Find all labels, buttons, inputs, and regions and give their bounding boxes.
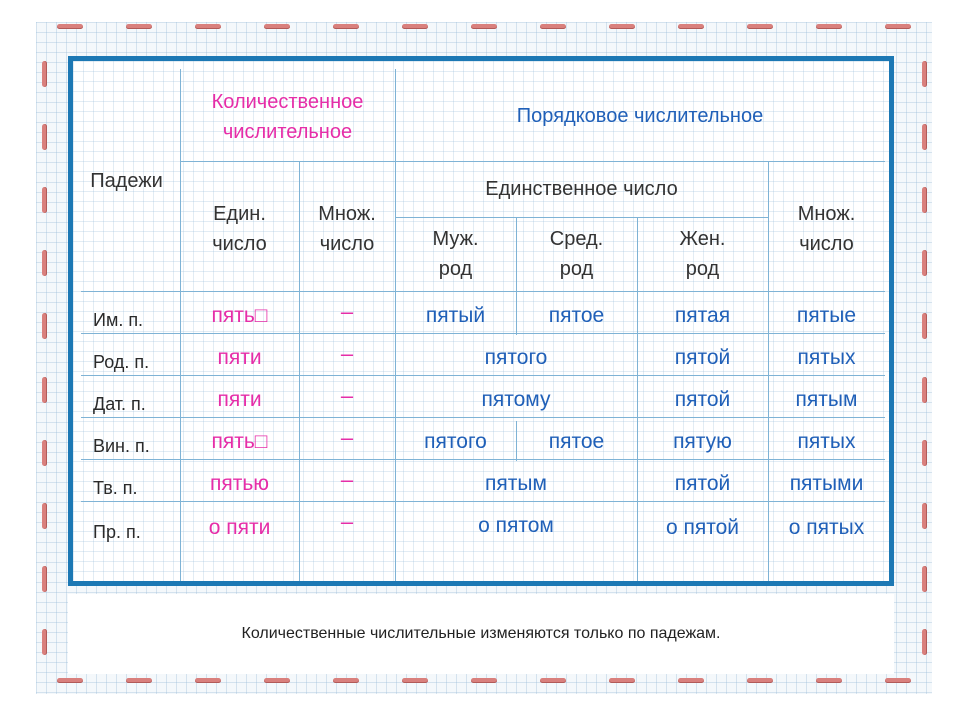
numeral-table [68,56,894,586]
stitch-border-left [38,42,50,674]
cardinal-singular-form: о пяти [208,516,271,539]
case-label: Тв. п. [93,478,138,498]
header-ordinal-plural: Множ. число [797,203,856,255]
header-cardinal-plural: Множ. число [318,203,376,255]
cardinal-plural-form: – [340,341,354,366]
neuter-form: пятое [548,430,605,453]
cardinal-plural-form: – [340,509,354,534]
masculine-neuter-form: пятым [485,472,547,495]
feminine-form: пятой [674,388,731,411]
header-neuter: Сред. род [549,228,604,280]
plural-form: пятым [795,388,858,411]
cardinal-singular-form: пять□ [211,430,268,453]
masculine-neuter-form: о пятом [478,514,554,537]
header-cardinal: Количественное числительное [211,91,364,143]
plural-form: о пятых [788,516,865,539]
feminine-form: пятую [673,430,732,453]
plural-form: пятых [797,346,856,369]
plural-form: пятые [796,304,857,327]
plural-form: пятых [797,430,856,453]
cardinal-singular-form: пятью [209,472,270,495]
masculine-neuter-form: пятого [484,346,548,369]
neuter-form: пятое [548,304,605,327]
feminine-form: пятая [674,304,731,327]
masculine-neuter-form: пятому [481,388,551,411]
cardinal-plural-form: – [340,383,354,408]
cardinal-singular-form: пять□ [211,304,268,327]
cardinal-plural-form: – [340,299,354,324]
header-feminine: Жен. род [679,228,726,280]
header-masculine: Муж. род [432,228,479,280]
footer-note [68,594,894,674]
stitch-border-bottom [36,678,932,690]
masculine-form: пятого [424,430,487,453]
stitch-border-top [36,24,932,36]
cardinal-plural-form: – [340,425,354,450]
case-label: Род. п. [93,352,150,372]
header-cardinal-singular: Един. число [212,203,267,255]
cardinal-plural-form: – [340,467,354,492]
header-singular-number: Единственное число [485,178,678,200]
header-cases: Падежи [90,170,163,192]
cardinal-singular-form: пяти [217,388,262,411]
stitch-border-right [918,42,930,674]
case-label: Им. п. [93,310,144,330]
masculine-form: пятый [425,304,486,327]
case-label: Пр. п. [93,522,141,542]
feminine-form: пятой [674,346,731,369]
plural-form: пятыми [789,472,864,495]
cardinal-singular-form: пяти [217,346,262,369]
header-ordinal: Порядковое числительное [516,105,764,127]
case-label: Вин. п. [93,436,150,456]
footer-text: Количественные числительные изменяются только по падежам. [241,625,721,642]
feminine-form: о пятой [665,516,740,539]
case-label: Дат. п. [93,394,146,414]
feminine-form: пятой [674,472,731,495]
